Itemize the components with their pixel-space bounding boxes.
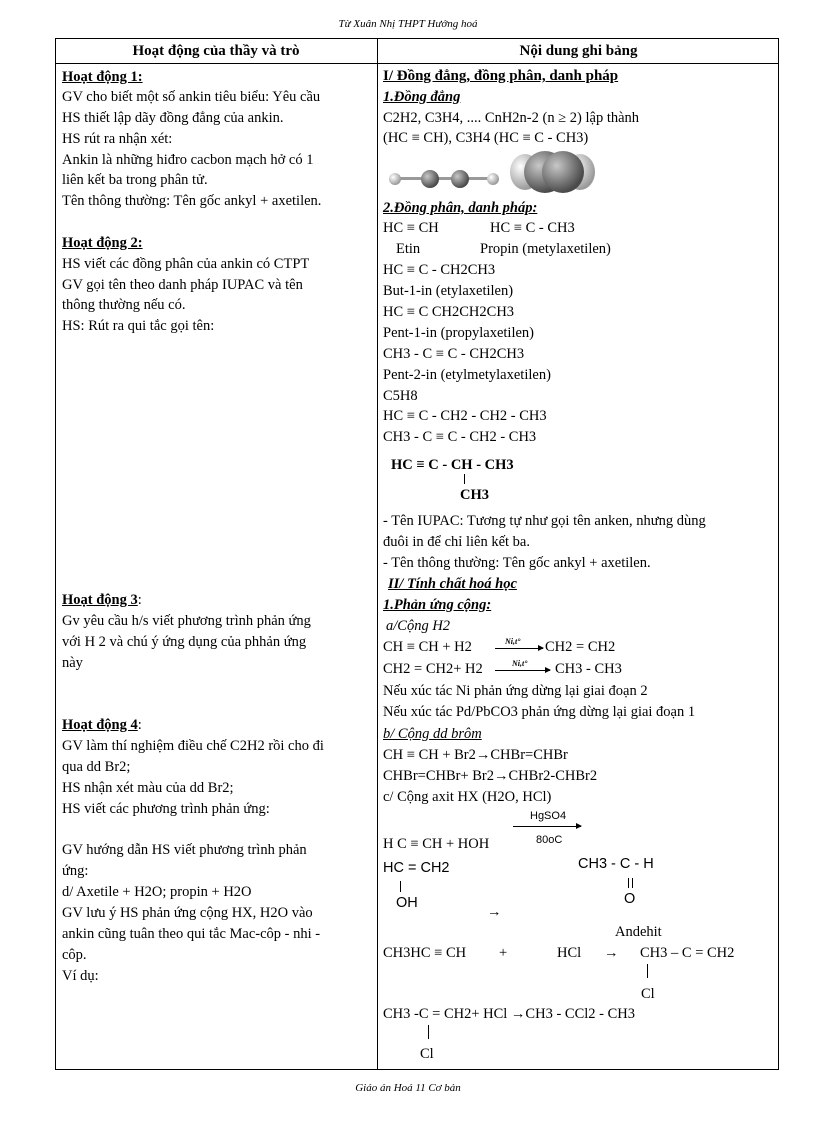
vinyl-alcohol-formula: HC = CH2 — [383, 860, 450, 876]
activity-3-heading — [62, 593, 142, 608]
left-text: Tên thông thường: Tên gốc ankyl + axetilen. — [62, 193, 322, 209]
equation-left: CH2 = CH2+ H2 — [383, 661, 483, 677]
subsection-h2: a/Cộng H2 — [386, 618, 451, 634]
right-text: (HC ≡ CH), C3H4 (HC ≡ C - CH3) — [383, 130, 589, 146]
equation: CHBr=CHBr+ Br2→CHBr2-CHBr2 — [383, 768, 598, 784]
left-text: GV cho biết một số ankin tiêu biểu: Yêu cầu — [62, 89, 321, 105]
left-text: HS thiết lập dãy đồng đẳng của ankin. — [62, 110, 284, 126]
column-header-left: Hoạt động của thầy và trò — [132, 43, 300, 59]
reaction-arrow — [513, 826, 581, 827]
equation-left: CH ≡ CH + H2 — [383, 639, 472, 655]
left-text: HS: Rút ra qui tắc gọi tên: — [62, 318, 215, 334]
left-text: HS nhận xét màu của dd Br2; — [62, 780, 234, 796]
left-text: với H 2 và chú ý ứng dụng của phhản ứng — [62, 634, 307, 650]
right-text: - Tên IUPAC: Tương tự như gọi tên anken, nhưng dùng — [383, 513, 706, 529]
subsection-homologous: 1.Đồng đẳng — [383, 89, 461, 105]
subsection-hx: c/ Cộng axit HX (H2O, HCl) — [383, 789, 552, 805]
space-filling-model-icon — [510, 151, 595, 193]
header-row-divider — [55, 63, 779, 64]
left-text: liên kết ba trong phân tử. — [62, 172, 208, 188]
left-text: GV làm thí nghiệm điều chế C2H2 rồi cho đi — [62, 738, 324, 754]
formula: HC ≡ C - CH3 — [490, 220, 575, 236]
equation-right: CH2 = CH2 — [545, 639, 616, 655]
activity-4-title: Hoạt động 4 — [62, 717, 138, 733]
single-bond — [400, 881, 401, 892]
formula: HC ≡ C CH2CH2CH3 — [383, 304, 515, 320]
activity-4-heading — [62, 718, 142, 733]
subsection-addition: 1.Phản ứng cộng: — [383, 597, 492, 613]
left-text: HS viết các phương trình phản ứng: — [62, 801, 270, 817]
compound-name: Pent-2-in (etylmetylaxetilen) — [383, 367, 551, 383]
page-header: Từ Xuân Nhị THPT Hướng hoá — [338, 18, 478, 30]
right-text: C2H2, C3H4, .... CnH2n-2 (n ≥ 2) lập thành — [383, 110, 640, 126]
equation-left: CH3HC ≡ CH — [383, 945, 467, 961]
branch-methyl: CH3 — [460, 487, 489, 503]
arrow-glyph: → — [604, 945, 619, 961]
equation: CH3 -C = CH2+ HCl →CH3 - CCl2 - CH3 — [383, 1006, 636, 1022]
section-1-heading: I/ Đồng đẳng, đồng phân, danh pháp — [383, 68, 619, 84]
left-text: GV gọi tên theo danh pháp IUPAC và tên — [62, 277, 303, 293]
equation-right: CH3 - CH3 — [555, 661, 622, 677]
compound-name: Etin — [396, 241, 421, 257]
reaction-arrow — [495, 648, 543, 649]
left-text: côp. — [62, 947, 87, 963]
compound-name: Pent-1-in (propylaxetilen) — [383, 325, 534, 341]
single-bond — [647, 964, 648, 978]
arrow-glyph: → — [487, 904, 502, 920]
activity-3-colon: : — [137, 592, 142, 608]
temperature-label: 80oC — [536, 834, 563, 846]
left-text: GV hướng dẫn HS viết phương trình phản — [62, 842, 307, 858]
chlorine-label: Cl — [420, 1046, 434, 1062]
compound-name: Propin (metylaxetilen) — [480, 241, 611, 257]
left-text: Ví dụ: — [62, 968, 99, 984]
column-divider — [377, 38, 378, 1070]
right-text: đuôi in để chỉ liên kết ba. — [383, 534, 530, 550]
left-text: ankin cũng tuân theo qui tắc Mac-côp - nhi - — [62, 926, 321, 942]
left-text: này — [62, 655, 83, 671]
left-text: d/ Axetile + H2O; propin + H2O — [62, 884, 252, 900]
double-bond — [632, 878, 633, 888]
activity-1-heading: Hoạt động 1: — [62, 69, 143, 85]
subsection-isomers: 2.Đồng phân, danh pháp: — [383, 200, 538, 216]
acetaldehyde-formula: CH3 - C - H — [578, 856, 654, 872]
left-text: GV lưu ý HS phản ứng cộng HX, H2O vào — [62, 905, 313, 921]
reaction-arrow — [495, 670, 550, 671]
plus-sign: + — [499, 945, 508, 961]
right-text: Nếu xúc tác Ni phản ứng dừng lại giai đoạn 2 — [383, 683, 648, 699]
equation-left: H C ≡ CH + HOH — [383, 836, 490, 852]
left-text: Ankin là những hiđro cacbon mạch hở có 1 — [62, 152, 314, 168]
activity-2-heading: Hoạt động 2: — [62, 235, 143, 251]
chlorine-label: Cl — [641, 986, 655, 1002]
column-header-right: Nội dung ghi bảng — [519, 43, 638, 59]
left-text: HS rút ra nhận xét: — [62, 131, 173, 147]
catalyst-label: Ni,t° — [505, 637, 521, 646]
oxygen-label: O — [624, 891, 636, 907]
section-2-heading: II/ Tính chất hoá học — [388, 576, 517, 592]
formula: C5H8 — [383, 388, 418, 404]
formula: HC ≡ CH — [383, 220, 439, 236]
left-text: thông thường nếu có. — [62, 297, 186, 313]
right-text: Nếu xúc tác Pd/PbCO3 phản ứng dừng lại giai đoạn 1 — [383, 704, 696, 720]
left-text: ứng: — [62, 863, 89, 879]
left-text: qua dd Br2; — [62, 759, 131, 775]
left-text: HS viết các đồng phân của ankin có CTPT — [62, 256, 310, 272]
compound-name: But-1-in (etylaxetilen) — [383, 283, 514, 299]
branched-formula: HC ≡ C - CH - CH3 — [391, 457, 514, 473]
activity-4-colon: : — [137, 717, 142, 733]
formula: HC ≡ C - CH2CH3 — [383, 262, 496, 278]
reagent: HCl — [557, 945, 582, 961]
single-bond — [428, 1025, 429, 1039]
hydroxyl-label: OH — [396, 895, 418, 911]
branch-bond — [464, 474, 465, 484]
equation: CH ≡ CH + Br2→CHBr=CHBr — [383, 747, 568, 763]
double-bond — [628, 878, 629, 888]
ball-and-stick-model-icon — [389, 170, 499, 188]
right-text: - Tên thông thường: Tên gốc ankyl + axetilen. — [383, 555, 651, 571]
equation-right: CH3 – C = CH2 — [640, 945, 735, 961]
catalyst-label: Ni,t° — [512, 659, 528, 668]
catalyst-label: HgSO4 — [530, 810, 567, 822]
page-footer: Giáo án Hoá 11 Cơ bản — [355, 1082, 461, 1094]
formula: CH3 - C ≡ C - CH2 - CH3 — [383, 429, 537, 445]
activity-3-title: Hoạt động 3 — [62, 592, 138, 608]
product-name: Andehit — [615, 924, 662, 940]
formula: HC ≡ C - CH2 - CH2 - CH3 — [383, 408, 547, 424]
acetylene-models-illustration — [385, 150, 610, 195]
subsection-bromine: b/ Cộng dd brôm — [383, 726, 482, 742]
formula: CH3 - C ≡ C - CH2CH3 — [383, 346, 525, 362]
left-text: Gv yêu cầu h/s viết phương trình phản ứng — [62, 613, 311, 629]
